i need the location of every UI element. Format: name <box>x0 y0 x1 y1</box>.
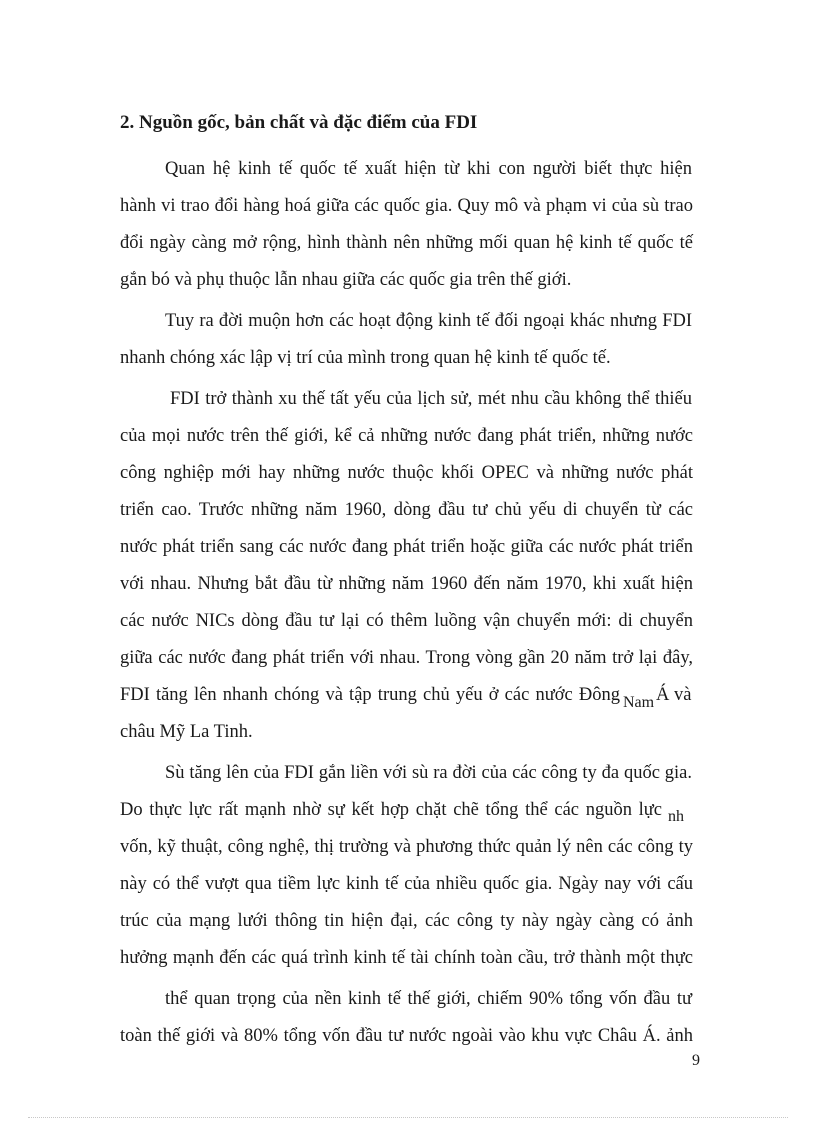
text-line: Quan hệ kinh tế quốc tế xuất hiện từ khi con người biết thực hiện <box>165 159 692 179</box>
text-line: trúc của mạng lưới thông tin hiện đại, các công ty này ngày càng có ảnh <box>120 911 693 931</box>
text-line: hưởng mạnh đến các quá trình kinh tế tài chính toàn cầu, trở thành một thực <box>120 948 693 968</box>
text-line: gắn bó và phụ thuộc lẫn nhau giữa các quốc gia trên thế giới. <box>120 270 572 290</box>
text-line: thể quan trọng của nền kinh tế thế giới, chiếm 90% tổng vốn đầu tư <box>165 989 692 1009</box>
text-line: Tuy ra đời muộn hơn các hoạt động kinh tế đối ngoại khác nhưng FDI <box>165 311 692 331</box>
text-line: nhanh chóng xác lập vị trí của mình trong quan hệ kinh tế quốc tế. <box>120 348 611 368</box>
text-line: Do thực lực rất mạnh nhờ sự kết hợp chặt chẽ tổng thể các nguồn lực <box>120 800 662 820</box>
text-line: này có thể vượt qua tiềm lực kinh tế của nhiều quốc gia. Ngày nay với cấu <box>120 874 693 894</box>
text-line: châu Mỹ La Tinh. <box>120 722 253 742</box>
text-line: FDI tăng lên nhanh chóng và tập trung chủ yếu ở các nước Đông <box>120 685 620 705</box>
text-line: FDI trở thành xu thế tất yếu của lịch sử, mét nhu cầu không thể thiếu <box>170 389 692 409</box>
text-line: toàn thế giới và 80% tổng vốn đầu tư nước ngoài vào khu vực Châu Á. ảnh <box>120 1026 693 1046</box>
text-line: triển cao. Trước những năm 1960, dòng đầu tư chủ yếu di chuyển từ các <box>120 500 693 520</box>
text-line: nước phát triển sang các nước đang phát triển hoặc giữa các nước phát triển <box>120 537 693 557</box>
text-line: hành vi trao đổi hàng hoá giữa các quốc gia. Quy mô và phạm vi của sù trao <box>120 196 693 216</box>
page-number: 9 <box>692 1052 700 1069</box>
text-line: Sù tăng lên của FDI gắn liền với sù ra đời của các công ty đa quốc gia. <box>165 763 692 783</box>
text-fragment: Nam <box>623 694 655 711</box>
text-line: với nhau. Nhưng bắt đầu từ những năm 1960 đến năm 1970, khi xuất hiện <box>120 574 693 594</box>
page-bottom-divider <box>28 1117 788 1118</box>
text-line: của mọi nước trên thế giới, kể cả những nước đang phát triển, những nước <box>120 426 693 446</box>
text-line: đổi ngày càng mở rộng, hình thành nên những mối quan hệ kinh tế quốc tế <box>120 233 693 253</box>
text-line: công nghiệp mới hay những nước thuộc khối OPEC và những nước phát <box>120 463 693 483</box>
section-heading: 2. Nguồn gốc, bản chất và đặc điểm của FDI <box>120 112 478 133</box>
text-fragment: nh <box>668 808 684 825</box>
text-fragment: Á và <box>656 685 692 705</box>
text-line: vốn, kỹ thuật, công nghệ, thị trường và phương thức quản lý nên các công ty <box>120 837 693 857</box>
text-line: các nước NICs dòng đầu tư lại có thêm luồng vận chuyển mới: di chuyển <box>120 611 693 631</box>
text-line: giữa các nước đang phát triển với nhau. Trong vòng gần 20 năm trở lại đây, <box>120 648 693 668</box>
